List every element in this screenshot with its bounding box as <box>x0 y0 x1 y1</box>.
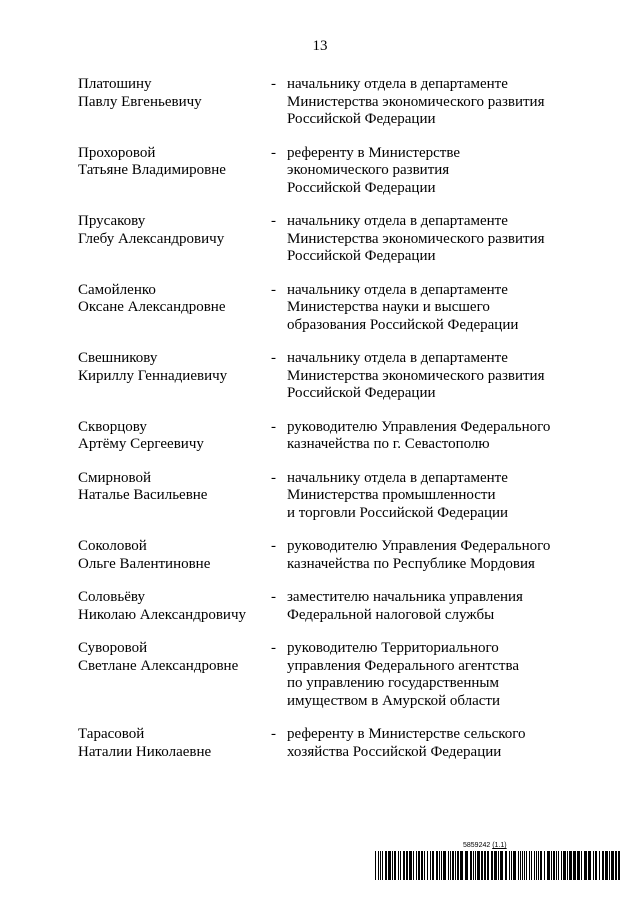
barcode-bar <box>538 851 539 880</box>
position-line: Российской Федерации <box>287 385 436 401</box>
position-line: начальнику отдела в департаменте <box>287 469 508 486</box>
barcode-bar <box>418 851 420 880</box>
barcode-bar <box>531 851 532 880</box>
barcode-bar <box>584 851 587 880</box>
barcode-bar <box>520 851 521 880</box>
barcode-bar <box>470 851 472 880</box>
person-name-line: Кириллу Геннадиевичу <box>78 367 228 384</box>
barcode-bar <box>511 851 512 880</box>
position-title <box>287 350 598 403</box>
person-name-line: Наталии Николаевне <box>78 743 212 760</box>
position-line: Российской Федерации <box>287 179 436 196</box>
barcode-bar <box>421 851 423 880</box>
person-name <box>78 282 271 335</box>
person-name-line: Суворовой <box>78 640 148 656</box>
position-line: референту в Министерстве сельского <box>287 726 526 742</box>
barcode-bar <box>526 851 527 880</box>
barcode-bar <box>409 851 412 880</box>
appointment-entry <box>78 145 598 198</box>
position-title <box>287 145 598 198</box>
position-line: Федеральной налоговой службы <box>287 606 495 623</box>
position-line: Министерства промышленности <box>287 487 496 503</box>
dash-separator: - <box>271 538 276 554</box>
dash-separator: - <box>271 640 276 656</box>
barcode-bar <box>430 851 431 880</box>
position-title <box>287 726 598 761</box>
person-name <box>78 538 271 573</box>
person-name-line: Смирновой <box>78 469 152 486</box>
barcode-bar <box>448 851 449 880</box>
barcode-bar <box>427 851 428 880</box>
barcode-bar <box>602 851 604 880</box>
barcode-bar <box>487 851 489 880</box>
person-name-line: Наталье Васильевне <box>78 487 208 503</box>
barcode-bar <box>375 851 376 880</box>
barcode-bar <box>588 851 591 880</box>
barcode-bar <box>505 851 507 880</box>
position-line: Министерства экономического развития <box>287 230 545 247</box>
barcode-bar <box>460 851 463 880</box>
barcode-bar <box>400 851 401 880</box>
person-name <box>78 213 271 266</box>
barcode-bar <box>481 851 483 880</box>
barcode-bar <box>540 851 542 880</box>
position-title <box>287 640 598 710</box>
position-title <box>287 470 598 523</box>
appointment-list <box>78 76 598 777</box>
person-name-line: Самойленко <box>78 281 156 298</box>
barcode-bar <box>547 851 550 880</box>
appointment-entry <box>78 589 598 624</box>
position-line: управления Федерального агентства <box>287 657 519 674</box>
barcode-bar <box>394 851 396 880</box>
dash-separator: - <box>271 144 276 161</box>
barcode-bar <box>388 851 391 880</box>
barcode-bar <box>593 851 594 880</box>
barcode-bar <box>553 851 555 880</box>
position-line: экономического развития <box>287 162 450 178</box>
barcode-bar <box>544 851 545 880</box>
appointment-entry <box>78 419 598 454</box>
position-line: начальнику отдела в департаменте <box>287 213 508 229</box>
position-line: руководителю Территориального <box>287 640 499 656</box>
person-name-line: Соколовой <box>78 538 147 554</box>
person-name <box>78 419 271 454</box>
appointment-entry <box>78 726 598 761</box>
position-title <box>287 538 598 573</box>
barcode-bar <box>436 851 438 880</box>
position-line: хозяйства Российской Федерации <box>287 743 502 760</box>
position-line: казначейства по Республике Мордовия <box>287 555 535 572</box>
barcode-bar <box>475 851 476 880</box>
person-name-line: Николаю Александровичу <box>78 606 246 623</box>
barcode-bar <box>385 851 387 880</box>
position-title <box>287 76 598 129</box>
position-line: начальнику отдела в департаменте <box>287 76 508 92</box>
dash-separator: - <box>271 418 276 435</box>
barcode-bar <box>563 851 566 880</box>
barcode-bar <box>522 851 523 880</box>
position-line: и торговли Российской Федерации <box>287 504 509 521</box>
person-name-line: Светлане Александровне <box>78 657 239 674</box>
barcode-bar <box>465 851 468 880</box>
person-name-line: Прусакову <box>78 213 146 229</box>
barcode-bar <box>500 851 503 880</box>
position-line: по управлению государственным <box>287 675 499 691</box>
dash-separator: - <box>271 469 276 486</box>
position-line: образования Российской Федерации <box>287 316 519 333</box>
barcode-bar <box>609 851 610 880</box>
barcode-bar <box>529 851 530 880</box>
barcode-image <box>375 851 623 880</box>
person-name-line: Павлу Евгеньевичу <box>78 93 202 110</box>
person-name-line: Ольге Валентиновне <box>78 555 211 572</box>
barcode-bar <box>406 851 408 880</box>
barcode-bar <box>595 851 597 880</box>
position-title <box>287 419 598 454</box>
barcode-bar <box>534 851 535 880</box>
barcode-bar <box>424 851 425 880</box>
position-line: начальнику отдела в департаменте <box>287 350 508 366</box>
barcode-bar <box>473 851 474 880</box>
barcode-bar <box>605 851 608 880</box>
dash-separator: - <box>271 76 276 92</box>
barcode-bar <box>416 851 417 880</box>
barcode-bar <box>518 851 519 880</box>
person-name-line: Платошину <box>78 76 152 92</box>
position-title <box>287 213 598 266</box>
person-name-line: Татьяне Владимировне <box>78 162 226 178</box>
barcode-bar <box>378 851 379 880</box>
person-name <box>78 76 271 129</box>
barcode-bar <box>392 851 393 880</box>
person-name-line: Свешникову <box>78 350 158 366</box>
position-line: Министерства экономического развития <box>287 93 545 110</box>
document-code-number: 5859242 <box>463 842 491 849</box>
barcode-bar <box>573 851 576 880</box>
position-line: руководителю Управления Федерального <box>287 418 551 435</box>
dash-separator: - <box>271 213 276 229</box>
person-name-line: Прохоровой <box>78 144 156 161</box>
appointment-entry <box>78 76 598 129</box>
appointment-entry <box>78 282 598 335</box>
position-title <box>287 589 598 624</box>
appointment-entry <box>78 538 598 573</box>
barcode-bar <box>403 851 405 880</box>
dash-separator: - <box>271 589 276 605</box>
person-name-line: Соловьёву <box>78 589 145 605</box>
barcode-bar <box>477 851 480 880</box>
barcode-bar <box>380 851 381 880</box>
barcode-bar <box>382 851 383 880</box>
page-number: 13 <box>312 38 328 54</box>
position-title <box>287 282 598 335</box>
barcode-bar <box>524 851 525 880</box>
barcode-bar <box>450 851 451 880</box>
appointment-entry <box>78 350 598 403</box>
position-line: руководителю Управления Федерального <box>287 538 551 554</box>
barcode-bar <box>513 851 516 880</box>
dash-separator: - <box>271 726 276 742</box>
appointment-entry <box>78 213 598 266</box>
person-name <box>78 350 271 403</box>
barcode-bar <box>561 851 562 880</box>
person-name <box>78 145 271 198</box>
barcode-bar <box>398 851 399 880</box>
barcode-bar <box>618 851 620 880</box>
barcode-bar <box>611 851 614 880</box>
barcode-bar <box>509 851 510 880</box>
person-name <box>78 726 271 761</box>
barcode-bar <box>599 851 600 880</box>
barcode-bar <box>558 851 559 880</box>
barcode-bar <box>491 851 493 880</box>
position-line: Министерства науки и высшего <box>287 299 490 315</box>
person-name-line: Оксане Александровне <box>78 299 226 315</box>
barcode-bar <box>441 851 442 880</box>
document-code <box>463 842 507 850</box>
barcode-bar <box>443 851 446 880</box>
person-name-line: Скворцову <box>78 418 147 435</box>
barcode-bar <box>413 851 414 880</box>
barcode-bar <box>567 851 568 880</box>
appointment-entry <box>78 470 598 523</box>
position-line: Министерства экономического развития <box>287 367 545 384</box>
barcode-bar <box>577 851 580 880</box>
barcode-bar <box>556 851 557 880</box>
barcode-block <box>375 842 623 882</box>
position-line: начальнику отдела в департаменте <box>287 281 508 298</box>
barcode-bar <box>569 851 572 880</box>
barcode-bar <box>432 851 434 880</box>
appointment-entry <box>78 640 598 710</box>
person-name-line: Артёму Сергеевичу <box>78 436 204 452</box>
position-line: заместителю начальника управления <box>287 589 523 605</box>
position-line: казначейства по г. Севастополю <box>287 436 490 452</box>
dash-separator: - <box>271 350 276 366</box>
position-line: референту в Министерстве <box>287 144 460 161</box>
dash-separator: - <box>271 281 276 298</box>
barcode-bar <box>581 851 582 880</box>
person-name-line: Тарасовой <box>78 726 145 742</box>
barcode-bar <box>457 851 459 880</box>
person-name-line: Глебу Александровичу <box>78 230 225 247</box>
barcode-bar <box>452 851 454 880</box>
barcode-bar <box>551 851 552 880</box>
position-line: имуществом в Амурской области <box>287 692 501 709</box>
barcode-bar <box>484 851 486 880</box>
barcode-bar <box>498 851 499 880</box>
position-line: Российской Федерации <box>287 248 436 264</box>
position-line: Российской Федерации <box>287 111 436 127</box>
person-name <box>78 640 271 710</box>
barcode-bar <box>439 851 440 880</box>
barcode-bar <box>455 851 456 880</box>
barcode-bar <box>615 851 617 880</box>
person-name <box>78 470 271 523</box>
barcode-bar <box>536 851 537 880</box>
person-name <box>78 589 271 624</box>
document-code-version: (1.1) <box>492 842 507 849</box>
barcode-bar <box>494 851 497 880</box>
